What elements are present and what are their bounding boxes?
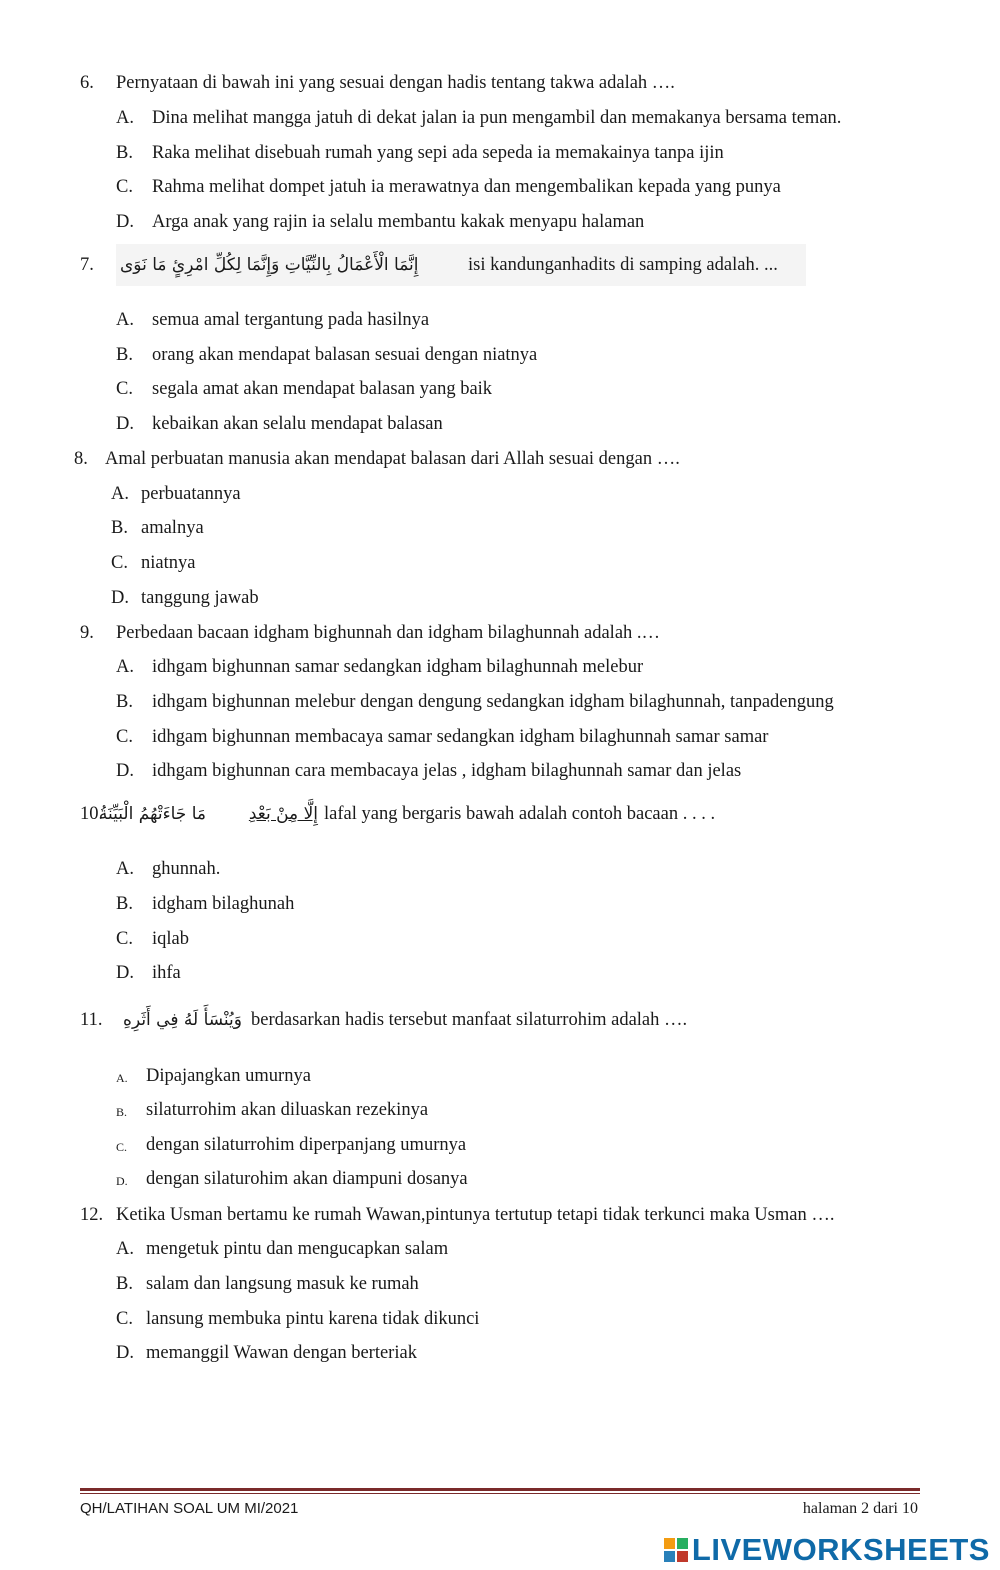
q8-option-d-letter: D. xyxy=(111,588,129,608)
question-7-number: 7. xyxy=(80,255,94,275)
footer-page-number: halaman 2 dari 10 xyxy=(802,1500,918,1517)
q9-option-d-letter: D. xyxy=(116,761,134,781)
q6-option-b-letter: B. xyxy=(116,143,133,163)
q11-option-d[interactable]: dengan silaturohim akan diampuni dosanya xyxy=(146,1169,468,1189)
q11-option-a[interactable]: Dipajangkan umurnya xyxy=(146,1066,311,1086)
q7-option-c[interactable]: segala amat akan mendapat balasan yang baik xyxy=(152,379,493,399)
q7-option-d[interactable]: kebaikan akan selalu mendapat balasan xyxy=(152,414,443,434)
question-11-text: berdasarkan hadis tersebut manfaat silaturrohim adalah …. xyxy=(251,1010,688,1030)
q12-option-a-letter: A. xyxy=(116,1239,134,1259)
q8-option-b[interactable]: amalnya xyxy=(141,518,204,538)
question-7-arabic: إِنَّمَا الْأَعْمَالُ بِالنِّيَّاتِ وَإِنَّمَا لِكُلِّ امْرِئٍ مَا نَوَى xyxy=(120,255,419,275)
q9-option-a[interactable]: idhgam bighunnan samar sedangkan idgham bilaghunnah melebur xyxy=(152,657,644,677)
q11-option-d-letter: D. xyxy=(116,1174,128,1188)
footer-document-code: QH/LATIHAN SOAL UM MI/2021 xyxy=(80,1500,299,1517)
q6-option-a-letter: A. xyxy=(116,108,134,128)
q9-option-c-letter: C. xyxy=(116,727,133,747)
question-11-arabic: وَيُنْسَأَ لَهُ فِي أَثَرِهِ xyxy=(123,1010,242,1030)
q7-option-b-letter: B. xyxy=(116,345,133,365)
q6-option-b[interactable]: Raka melihat disebuah rumah yang sepi ada sepeda ia memakainya tanpa ijin xyxy=(152,143,724,163)
q12-option-b[interactable]: salam dan langsung masuk ke rumah xyxy=(146,1274,419,1294)
q6-option-c-letter: C. xyxy=(116,177,133,197)
q9-option-d[interactable]: idhgam bighunnan cara membacaya jelas , idgham bilaghunnah samar dan jelas xyxy=(152,761,742,781)
q12-option-d[interactable]: memanggil Wawan dengan berteriak xyxy=(146,1343,417,1363)
q8-option-d[interactable]: tanggung jawab xyxy=(141,588,259,608)
q12-option-b-letter: B. xyxy=(116,1274,133,1294)
question-8-number: 8. xyxy=(74,449,88,469)
q11-option-b[interactable]: silaturrohim akan diluaskan rezekinya xyxy=(146,1100,429,1120)
q8-option-a-letter: A. xyxy=(111,484,129,504)
question-10-number: 10. xyxy=(80,804,104,824)
q10-option-a-letter: A. xyxy=(116,859,134,879)
question-12-text: Ketika Usman bertamu ke rumah Wawan,pintunya tertutup tetapi tidak terkunci maka Usman …. xyxy=(116,1205,835,1225)
q6-option-a[interactable]: Dina melihat mangga jatuh di dekat jalan ia pun mengambil dan memakanya bersama teman. xyxy=(152,108,842,128)
q9-option-b[interactable]: idhgam bighunnan melebur dengan dengung sedangkan idgham bilaghunnah, tanpadengung xyxy=(152,692,834,712)
q12-option-c[interactable]: lansung membuka pintu karena tidak dikunci xyxy=(146,1309,480,1329)
question-9-text: Perbedaan bacaan idgham bighunnah dan idgham bilaghunnah adalah .… xyxy=(116,623,661,643)
liveworksheets-brand[interactable] xyxy=(664,1532,990,1568)
q7-option-d-letter: D. xyxy=(116,414,134,434)
q7-option-b[interactable]: orang akan mendapat balasan sesuai dengan niatnya xyxy=(152,345,538,365)
liveworksheets-brand-name: LIVEWORKSHEETS xyxy=(691,1532,990,1567)
q12-option-a[interactable]: mengetuk pintu dan mengucapkan salam xyxy=(146,1239,449,1259)
q9-option-a-letter: A. xyxy=(116,657,134,677)
liveworksheets-logo-icon xyxy=(664,1538,688,1562)
question-11-number: 11. xyxy=(80,1010,103,1030)
question-10-arabic-rest: مَا جَاءَتْهُمُ الْبَيِّنَةُ xyxy=(98,804,206,824)
q10-option-d-letter: D. xyxy=(116,963,134,983)
question-8-text: Amal perbuatan manusia akan mendapat balasan dari Allah sesuai dengan …. xyxy=(105,449,680,469)
question-10-text: lafal yang bergaris bawah adalah contoh bacaan . . . . xyxy=(324,804,716,824)
q7-option-a[interactable]: semua amal tergantung pada hasilnya xyxy=(152,310,430,330)
footer-divider-thick xyxy=(80,1488,920,1491)
question-12-number: 12. xyxy=(80,1205,104,1225)
q11-option-c[interactable]: dengan silaturrohim diperpanjang umurnya xyxy=(146,1135,467,1155)
question-7-text: isi kandunganhadits di samping adalah. ... xyxy=(468,255,778,275)
q12-option-c-letter: C. xyxy=(116,1309,133,1329)
q10-option-b[interactable]: idgham bilaghunah xyxy=(152,894,295,914)
q10-option-b-letter: B. xyxy=(116,894,133,914)
q10-option-a[interactable]: ghunnah. xyxy=(152,859,221,879)
q10-option-d[interactable]: ihfa xyxy=(152,963,181,983)
q6-option-c[interactable]: Rahma melihat dompet jatuh ia merawatnya dan mengembalikan kepada yang punya xyxy=(152,177,781,197)
question-6-text: Pernyataan di bawah ini yang sesuai dengan hadis tentang takwa adalah …. xyxy=(116,73,675,93)
question-10-arabic-underlined: إِلَّا مِنْ بَعْدِ xyxy=(248,804,318,824)
footer-divider-thin xyxy=(80,1493,920,1494)
q11-option-c-letter: C. xyxy=(116,1140,128,1154)
q12-option-d-letter: D. xyxy=(116,1343,134,1363)
q6-option-d[interactable]: Arga anak yang rajin ia selalu membantu kakak menyapu halaman xyxy=(152,212,645,232)
q8-option-c-letter: C. xyxy=(111,553,128,573)
question-6-number: 6. xyxy=(80,73,94,93)
q9-option-c[interactable]: idhgam bighunnan membacaya samar sedangkan idgham bilaghunnah samar samar xyxy=(152,727,769,747)
q8-option-b-letter: B. xyxy=(111,518,128,538)
q8-option-a[interactable]: perbuatannya xyxy=(141,484,241,504)
q10-option-c-letter: C. xyxy=(116,929,133,949)
q7-option-c-letter: C. xyxy=(116,379,133,399)
q11-option-a-letter: A. xyxy=(116,1071,128,1085)
q9-option-b-letter: B. xyxy=(116,692,133,712)
q6-option-d-letter: D. xyxy=(116,212,134,232)
q8-option-c[interactable]: niatnya xyxy=(141,553,196,573)
q10-option-c[interactable]: iqlab xyxy=(152,929,189,949)
q11-option-b-letter: B. xyxy=(116,1105,128,1119)
q7-option-a-letter: A. xyxy=(116,310,134,330)
question-9-number: 9. xyxy=(80,623,94,643)
